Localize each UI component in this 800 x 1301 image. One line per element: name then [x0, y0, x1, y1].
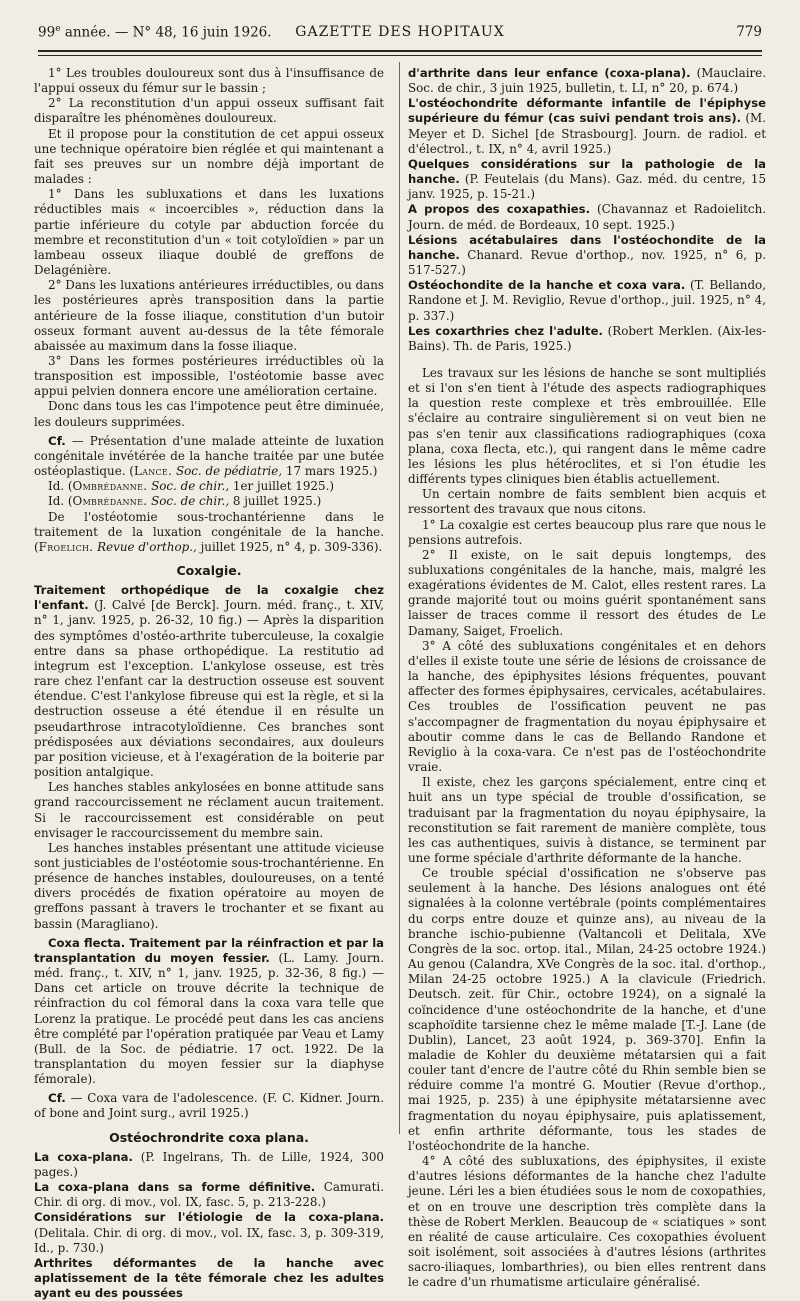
paragraph: Et il propose pour la constitution de cet appui osseux une technique opératoire bien réglée et qui maintenant a fait ses preuves sur un nombre déjà important de malades :: [34, 126, 384, 187]
entry-title: Ostéochondite de la hanche et coxa vara.: [408, 278, 686, 293]
page-number: 779: [736, 24, 762, 40]
column-divider: [399, 62, 400, 1134]
cf-label: Cf.: [48, 433, 66, 448]
article-title: Coxa flecta. Traitement par la réinfraction et par la transplantation du moyen fessier.: [34, 935, 384, 965]
paragraph: 3° A côté des subluxations congénitales et en dehors d'elles il existe toute une série de lésions de croissance de la hanche, des épiphysites lésions fréquentes, pouvant affecter des formes épiphysaires, cervicales, acétabulaires. Ces troubles de l'ossification peuvent ne pas s'accompagner de fragmentation du noyau épiphysaire et aboutir comme dans le cas de Bellando Randone et Reviglio à la coxa-vara. Ce n'est pas de l'ostéochondrite vraie.: [408, 638, 766, 775]
citation-author: Ombrédanne.: [72, 494, 148, 509]
header-year-word: année.: [64, 24, 111, 41]
paragraph-text: De l'ostéotomie sous-trochantérienne dans le traitement de la luxation congénitale de la hanche.: [34, 509, 384, 539]
paragraph: 1° Dans les subluxations et dans les luxations réductibles mais « incoercibles », réduction dans la partie inférieure du cotyle par abduction forcée du membre et reconstitution d'un « toit cotyloïdien » par un lambeau osseux iliaque doublé de greffons de Delagénière.: [34, 187, 384, 278]
header-rule-thick: [38, 50, 762, 52]
citation-date: 1er juillet 1925.): [232, 479, 334, 494]
entry-reference: (Robert Merklen. (Aix-les-Bains). Th. de Paris, 1925.): [408, 323, 767, 353]
article-body: — Dans cet article on trouve décrite la technique de réinfraction du col fémoral dans la coxa vara telle que Lorenz la pratique. Le procédé peut dans les cas anciens être complété par l'opération pratiquée par Veau et Lamy (Bull. de la Soc. de pédiatrie. 17 oct. 1922. De la transplantation du moyen fessier sur la diaphyse fémorale).: [34, 966, 384, 1087]
paragraph: 3° Dans les formes postérieures irréductibles où la transposition est impossible, l'ostéotomie basse avec appui pelvien donnera encore une amélioration certaine.: [34, 353, 384, 399]
bibliography-entry: [34, 1256, 384, 1301]
spacer: [408, 354, 766, 362]
paragraph: 2° La reconstitution d'un appui osseux suffisant fait disparaître les phénomènes douloureux.: [34, 96, 384, 126]
bibliography-entry: [408, 66, 766, 96]
citation-text: — Présentation d'une malade atteinte de luxation congénitale invétérée de la hanche traitée par une butée ostéoplastique.: [34, 433, 384, 479]
paragraph: De l'ostéotomie sous-trochantérienne dans le traitement de la luxation congénitale de la hanche. (Froelich. Revue d'orthop., juillet 1925, n° 4, p. 309-336).: [34, 509, 384, 554]
entry-reference: (P. Feutelais (du Mans). Gaz. méd. du centre, 15 janv. 1925, p. 15-21.): [408, 172, 767, 202]
bibliography-entry: [408, 202, 766, 232]
bibliography-entry: [408, 324, 766, 354]
paragraph: 2° Il existe, on le sait depuis longtemps, des subluxations congénitales de la hanche, mais, malgré les exagérations évidentes de M. Calot, elles restent rares. La grande majorité tout ou moins guérit spontanément sans laisser de traces comme il ressort des études de Le Damany, Saiget, Froelich.: [408, 547, 766, 638]
entry-title: Quelques considérations sur la pathologie de la hanche.: [408, 156, 766, 187]
entry-reference: (T. Bellando, Randone et J. M. Reviglio, Revue d'orthop., juil. 1925, n° 4, p. 337.): [408, 278, 766, 323]
entry-title: Lésions acétabulaires dans l'ostéochondite de la hanche.: [408, 232, 766, 262]
article-entry: [34, 583, 384, 780]
bibliography-entry: [408, 278, 766, 323]
citation-id: Id. (Ombrédanne. Soc. de chir., 8 juillet 1925.): [48, 494, 322, 509]
citation-journal: Revue d'orthop.,: [97, 539, 197, 554]
citation-cf: [34, 1091, 384, 1121]
entry-title: Les coxarthries chez l'adulte.: [408, 323, 603, 338]
paragraph: 1° La coxalgie est certes beaucoup plus rare que nous le pensions autrefois.: [408, 517, 766, 547]
paragraph: Les hanches instables présentant une attitude vicieuse sont justiciables de l'ostéotomie sous-trochantérienne. En présence de hanches instables, douloureuses, on a tenté divers procédés de fixation opératoire au moyen de greffons passant à travers le trochanter et se fixant au bassin (Maragliano).: [34, 840, 384, 931]
paragraph: Ce trouble spécial d'ossification ne s'observe pas seulement à la hanche. Des lésions analogues ont été signalées à la colonne vertébrale (points complémentaires du corps entre douze et quinze ans), au niveau de la branche ischio-pubienne (Valtancoli et Delitala, XVe Congrès de la soc. ortop. ital., Milan, 24-25 octobre 1924.) Au genou (Calandra, XVe Congrès de la soc. ital. d'orthop., Milan 24-25 octobre 1925.) A la clavicule (Friedrich. Deutsch. zeit. für Chir., octobre 1924), on a signalé la coïncidence d'une ostéochondrite de la hanche, et d'une scaphoïdite tarsienne chez le même malade [T.-J. Lane (de Dublin), Lancet, 23 août 1924, p. 369-370]. Enfin la maladie de Kohler du deuxième métatarsien qui a fait couler tant d'encre de l'autre côté du Rhin semble bien se réduire comme l'a montré G. Moutier (Revue d'orthop., mai 1925, p. 235) à une épiphysite métatarsienne avec fragmentation du noyau épiphysaire, puis aplatissement, et enfin arthrite déformante, tous les stades de l'ostéochondrite de la hanche.: [408, 866, 766, 1153]
entry-title: La coxa-plana.: [34, 1149, 133, 1164]
citation-date: juillet 1925, n° 4, p. 309-336).: [200, 539, 383, 554]
article-entry: [34, 936, 384, 1088]
citation-journal: Soc. de chir.,: [151, 479, 230, 494]
entry-title: L'ostéochondrite déformante infantile de l'épiphyse supérieure du fémur (cas suivi pendant trois ans).: [408, 96, 766, 126]
article-reference: (L. Lamy. Journ. méd. franç., t. XIV, n° 1, janv. 1925, p. 32-36, 8 fig.): [34, 950, 384, 981]
cf-label: Cf.: [48, 1091, 66, 1106]
entry-title: Arthrites déformantes de la hanche avec aplatissement de la tête fémorale chez les adultes ayant eu des poussées: [34, 1255, 384, 1301]
entry-reference: (Delitala. Chir. di org. di mov., vol. IX, fasc. 3, p. 309-319, Id., p. 730.): [34, 1225, 384, 1255]
paragraph: Les travaux sur les lésions de hanche se sont multipliés et si l'on s'en tient à l'étude des aspects radiographiques la question reste complexe et très embrouillée. Elle s'éclaire au contraire singulièrement si on veut bien ne pas s'en tenir aux classifications radiographiques (coxa plana, coxa flecta, etc.), qui rangent dans le même cadre les lésions les plus hétéroclites, et si l'on étudie les différents types cliniques bien établis actuellement.: [408, 365, 766, 487]
citation-date: 17 mars 1925.): [285, 464, 378, 479]
citation-author: Froelich.: [38, 539, 94, 554]
page-header: [38, 24, 762, 44]
citation-id: Id. (Ombrédanne. Soc. de chir., 1er juillet 1925.): [48, 479, 334, 494]
entry-reference: (Mauclaire. Soc. de chir., 3 juin 1925, bulletin, t. LI, n° 20, p. 674.): [408, 66, 766, 96]
entry-reference: Chanard. Revue d'orthop., nov. 1925, n° 6, p. 517-527.): [408, 247, 766, 278]
citation-journal: Soc. de pédiatrie,: [175, 464, 283, 479]
citation-author: Lance.: [133, 464, 173, 479]
entry-title: A propos des coxapathies.: [408, 202, 590, 217]
header-year-number: 99: [38, 24, 56, 41]
bibliography-entry: [408, 157, 766, 202]
article-title: Traitement orthopédique de la coxalgie chez l'enfant.: [34, 583, 384, 613]
paragraph: 4° A côté des subluxations, des épiphysites, il existe d'autres lésions déformantes de la hanche chez l'adulte jeune. Léri les a bien étudiées sous le nom de coxopathies, et on en trouve une description très complète dans la thèse de Robert Merklen. Beaucoup de « sciatiques » sont en réalité de cause articulaire. Ces coxopathies évoluent soit isolément, soit associées à d'autres lésions (arthrites sacro-iliaques, lombarthries), ou bien elles rentrent dans le cadre d'un rhumatisme articulaire généralisé.: [408, 1154, 766, 1290]
entry-title: Considérations sur l'étiologie de la coxa-plana.: [34, 1210, 384, 1225]
entry-title: La coxa-plana dans sa forme définitive.: [34, 1180, 316, 1195]
bibliography-entry: [408, 96, 766, 157]
bibliography-entry: [34, 1150, 384, 1180]
paragraph: Il existe, chez les garçons spécialement, entre cinq et huit ans un type spécial de trouble d'ossification, se traduisant par la fragmentation du noyau épiphysaire, la reconstitution se fait rarement de manière complète, tous les cas authentiques, suivis à distance, se terminent par une forme spéciale d'arthrite déformante de la hanche.: [408, 775, 766, 865]
bibliography-entry: [34, 1210, 384, 1255]
bibliography-entry: [408, 233, 766, 278]
article-reference: (J. Calvé [de Berck]. Journ. méd. franç., t. XIV, n° 1, janv. 1925, p. 26-32, 10 fig.): [34, 598, 384, 628]
paragraph: 1° Les troubles douloureux sont dus à l'insuffisance de l'appui osseux du fémur sur le bassin ;: [34, 66, 384, 96]
citation-text: — Coxa vara de l'adolescence. (F. C. Kidner. Journ. of bone and Joint surg., avril 1925.): [34, 1091, 384, 1121]
section-heading-coxalgie: Coxalgie.: [176, 563, 242, 578]
citation-date: 8 juillet 1925.): [232, 494, 322, 509]
entry-title: d'arthrite dans leur enfance (coxa-plana).: [408, 66, 691, 80]
header-issue-date: — N° 48, 16 juin 1926.: [114, 24, 272, 41]
paragraph: Un certain nombre de faits semblent bien acquis et ressortent des travaux que nous citons.: [408, 487, 766, 517]
paragraph: Donc dans tous les cas l'impotence peut être diminuée, les douleurs supprimées.: [34, 399, 384, 429]
right-column: [408, 66, 766, 1291]
entry-reference: (M. Meyer et D. Sichel [de Strasbourg]. Journ. de radiol. et d'électrol., t. IX, n° 4, avril 1925.): [408, 111, 766, 156]
entry-reference: Camurati. Chir. di org. di mov., vol. IX, fasc. 5, p. 213-228.): [34, 1180, 385, 1210]
article-body: — Après la disparition des symptômes d'ostéo-arthrite tuberculeuse, la coxalgie entre dans sa phase orthopédique. La restitutio ad integrum est l'exception. L'ankylose osseuse, est très rare chez l'enfant car la destruction osseuse est souvent étendue. C'est l'ankylose fibreuse qui est la règle, et si la destruction osseuse a été étendue il en résulte un pseudarthrose intracotyloïdienne. Ces branches sont prédisposées aux déviations secondaires, aux douleurs par position vicieuse, et à l'exagération de la boiterie par position antalgique.: [34, 613, 385, 780]
section-heading-osteochondrite: Ostéochrondrite coxa plana.: [109, 1129, 309, 1145]
bibliography-entry: [34, 1180, 384, 1210]
citation-author: Ombrédanne.: [72, 479, 148, 494]
journal-title: GAZETTE DES HOPITAUX: [295, 24, 505, 40]
paragraph: 2° Dans les luxations antérieures irréductibles, ou dans les postérieures après transposition dans la partie antérieure de la fosse iliaque, constitution d'un butoir osseux formant auvent au-dessus de la tête fémorale abaissée au maximum dans la fosse iliaque.: [34, 278, 384, 353]
entry-reference: (Chavannaz et Radoielitch. Journ. de méd. de Bordeaux, 10 sept. 1925.): [408, 202, 767, 232]
header-year-suffix: e: [55, 24, 61, 34]
left-column: [34, 66, 384, 1301]
header-rule-thin: [38, 55, 762, 56]
entry-reference: (P. Ingelrans, Th. de Lille, 1924, 300 pages.): [34, 1149, 384, 1179]
paragraph: Les hanches stables ankylosées en bonne attitude sans grand raccourcissement ne réclament aucun traitement. Si le raccourcissement est considérable on peut envisager le raccourcissement du membre sain.: [34, 780, 384, 840]
citation-cf: Cf. — Présentation d'une malade atteinte de luxation congénitale invétérée de la hanche traitée par une butée ostéoplastique. (Lance. Soc. de pédiatrie, 17 mars 1925.): [34, 433, 384, 479]
citation-journal: Soc. de chir.,: [151, 494, 230, 509]
